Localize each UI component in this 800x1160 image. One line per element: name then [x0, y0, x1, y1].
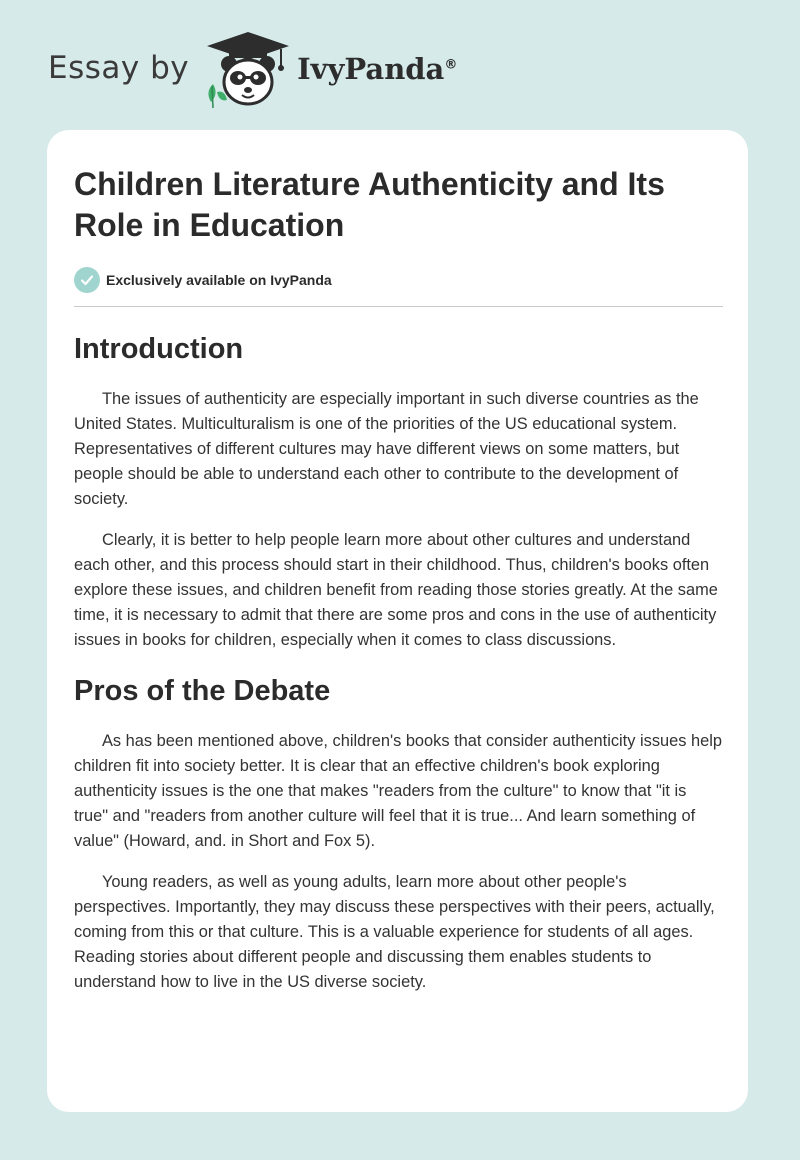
brand-text: IvyPanda [297, 52, 445, 86]
badge-text: Exclusively available on IvyPanda [106, 272, 332, 288]
divider [74, 306, 723, 307]
paragraph: As has been mentioned above, children's books that consider authenticity issues help children fit into society better. It is clear that an effective children's book exploring authenticity issues is the one that makes "readers from the culture" to know that "it is true" and "readers from another culture will feel that it is true... And learn something of value" (Howard, and. in Short and Fox 5). [74, 732, 722, 850]
section-heading-pros: Pros of the Debate [74, 675, 331, 707]
article-card [47, 130, 748, 1112]
registered-mark: ® [444, 57, 458, 73]
exclusive-badge [74, 266, 723, 294]
paragraph: Clearly, it is better to help people learn more about other cultures and understand each other, and this process should start in their childhood. Thus, children's books often explore these issues, and children benefit from reading those stories greatly. At the same time, it is necessary to admit that there are some pros and cons in the use of authenticity issues in books for children, especially when it comes to class discussions. [74, 531, 718, 649]
panda-logo-icon[interactable] [203, 30, 293, 110]
paragraph: Young readers, as well as young adults, learn more about other people's perspectives. Importantly, they may discuss these perspectives with their peers, actually, coming from this or that culture. This is a valuable experience for students of all ages. Reading stories about different people and discussing them enables students to understand how to live in the US diverse society. [74, 873, 715, 991]
checkmark-icon [74, 267, 100, 293]
article-content [74, 164, 723, 995]
site-header [48, 30, 457, 110]
paragraph: The issues of authenticity are especially important in such diverse countries as the United States. Multiculturalism is one of the priorities of the US educational system. Representatives of different cultures may have different views on some matters, but people should be able to understand each other to contribute to the development of society. [74, 390, 699, 508]
essay-by-label: Essay by [48, 50, 190, 86]
section-heading-introduction: Introduction [74, 333, 244, 365]
brand-name[interactable] [297, 52, 457, 86]
article-title: Children Literature Authenticity and Its Role in Education [74, 166, 665, 243]
